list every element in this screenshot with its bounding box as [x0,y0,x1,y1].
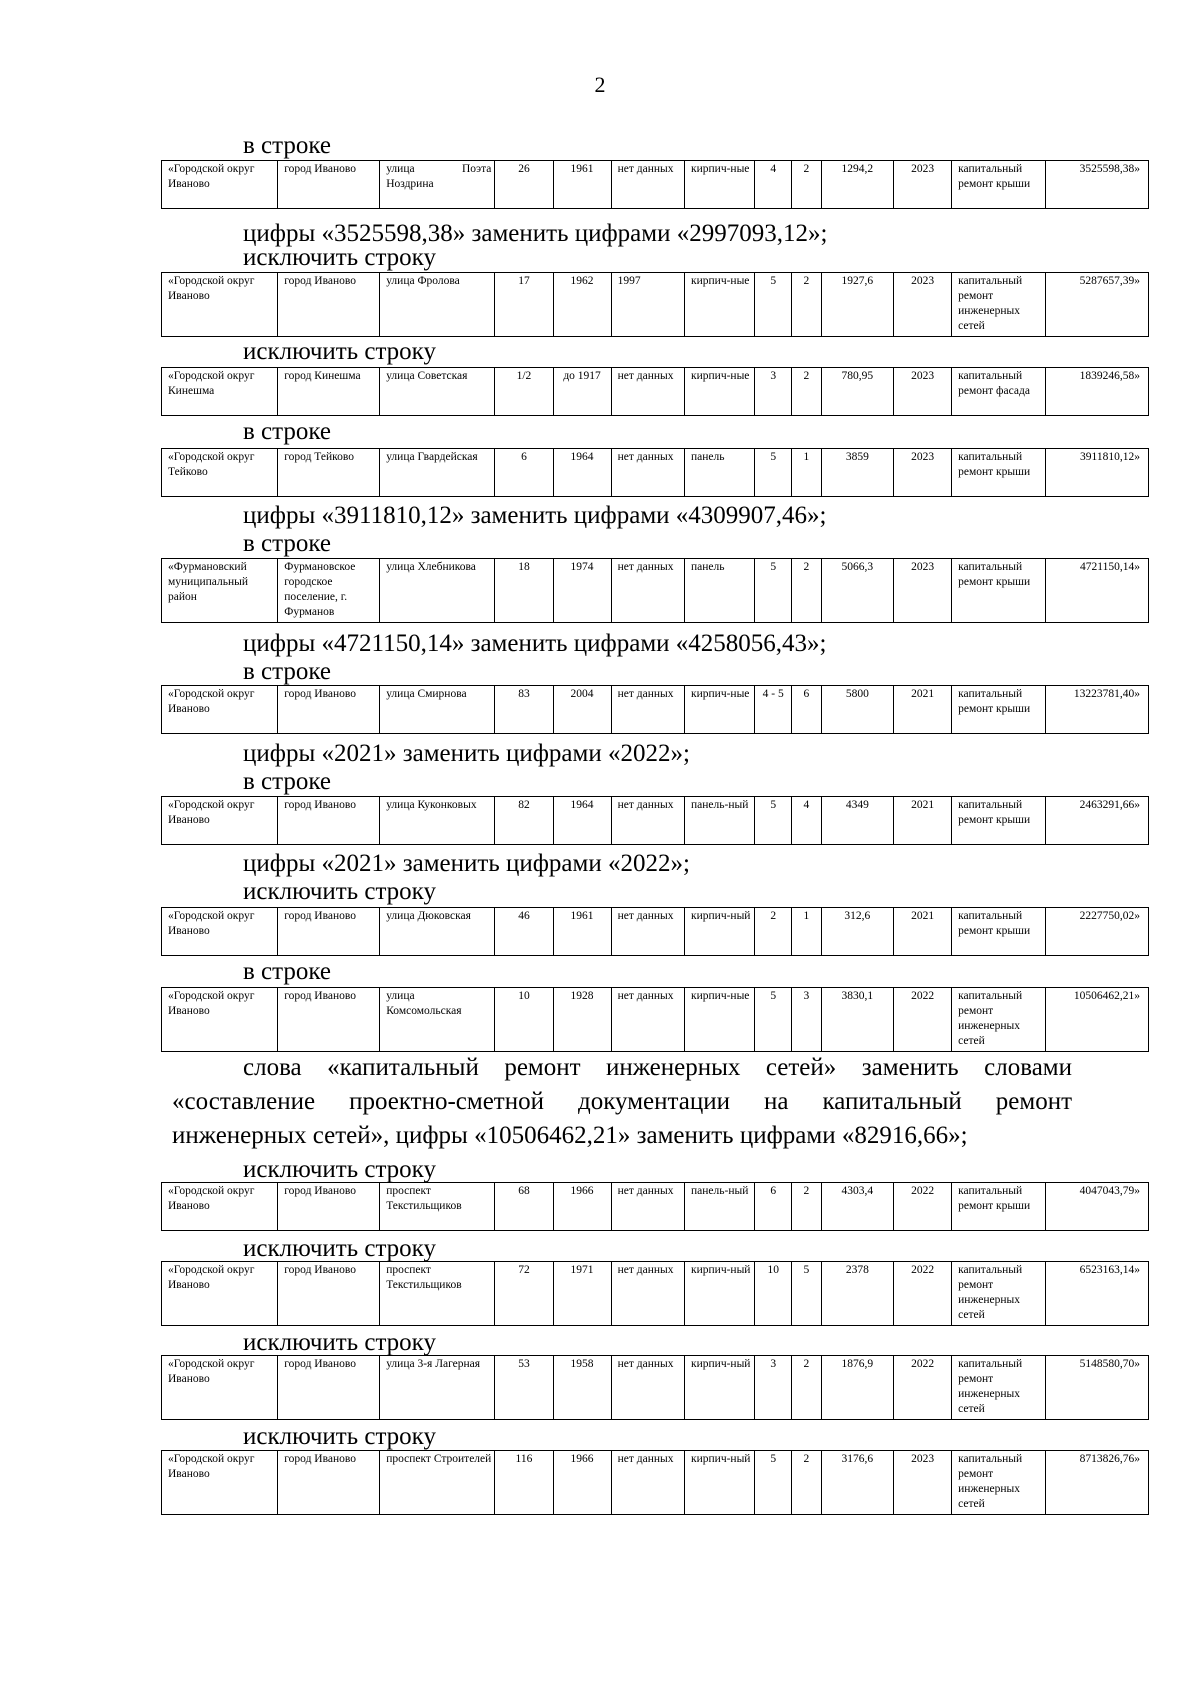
cell-floors: 2 [755,908,792,956]
cell-wall-material: кирпич-ные [685,368,755,416]
cell-area: 2378 [821,1262,893,1326]
cell-street: проспект Текстильщиков [380,1262,495,1326]
cell-year-built: 1974 [553,559,611,623]
cell-work-type: капитальный ремонт инженерных сетей [952,1356,1046,1420]
cell-house-number: 53 [495,1356,553,1420]
cell-year-planned: 2023 [894,559,952,623]
cell-year-built: 1966 [553,1183,611,1231]
cell-wall-material: кирпич-ные [685,161,755,209]
cell-street: улица Куконковых [380,797,495,845]
table-row [161,448,1149,497]
cell-house-number: 18 [495,559,553,623]
cell-floors: 10 [755,1262,792,1326]
cell-house-number: 46 [495,908,553,956]
cell-work-type: капитальный ремонт инженерных сетей [952,1451,1046,1515]
cell-area: 3176,6 [821,1451,893,1515]
cell-street: улица Дюковская [380,908,495,956]
cell-floors: 6 [755,1183,792,1231]
cell-municipality: «Городской округ Иваново [162,1356,278,1420]
cell-cost: 4047043,79» [1045,1183,1148,1231]
cell-street: улица 3-я Лагерная [380,1356,495,1420]
cell-settlement: город Кинешма [278,368,380,416]
instruction-text: исключить строку [243,1329,436,1356]
cell-wall-material: кирпич-ный [685,1451,755,1515]
instruction-text: исключить строку [243,338,436,365]
cell-municipality: «Городской округ Тейково [162,449,278,497]
cell-entrances: 3 [792,988,822,1052]
cell-year-planned: 2023 [894,449,952,497]
cell-year-renovation: нет данных [611,368,684,416]
replacement-paragraph [172,1051,1072,1153]
cell-year-planned: 2023 [894,1451,952,1515]
cell-house-number: 116 [495,1451,553,1515]
cell-street: улица Фролова [380,273,495,337]
cell-entrances: 2 [792,1356,822,1420]
cell-work-type: капитальный ремонт крыши [952,449,1046,497]
cell-year-planned: 2023 [894,161,952,209]
cell-entrances: 2 [792,161,822,209]
cell-street: улица Советская [380,368,495,416]
cell-house-number: 83 [495,686,553,734]
cell-municipality: «Городской округ Кинешма [162,368,278,416]
cell-floors: 5 [755,559,792,623]
instruction-text: исключить строку [243,244,436,271]
cell-year-planned: 2022 [894,1262,952,1326]
cell-work-type: капитальный ремонт крыши [952,797,1046,845]
cell-work-type: капитальный ремонт инженерных сетей [952,1262,1046,1326]
cell-street: улица Смирнова [380,686,495,734]
replacement-instruction: цифры «3911810,12» заменить цифрами «4309907,46»; [243,502,827,529]
cell-cost: 2227750,02» [1045,908,1148,956]
cell-year-built: 1928 [553,988,611,1052]
instruction-text: исключить строку [243,878,436,905]
cell-area: 312,6 [821,908,893,956]
cell-cost: 4721150,14» [1045,559,1148,623]
replacement-paragraph-text: слова «капитальный ремонт инженерных сетей» заменить словами «составление проектно-сметной документации на капитальный ремонт инженерных сетей», цифры «10506462,21» заменить цифрами «82916,66»; [172,1054,1072,1149]
cell-year-renovation: нет данных [611,161,684,209]
cell-house-number: 68 [495,1183,553,1231]
cell-year-built: 1966 [553,1451,611,1515]
cell-entrances: 1 [792,908,822,956]
replacement-instruction: цифры «4721150,14» заменить цифрами «4258056,43»; [243,630,827,657]
cell-municipality: «Городской округ Иваново [162,161,278,209]
cell-settlement: город Иваново [278,1356,380,1420]
cell-cost: 10506462,21» [1045,988,1148,1052]
cell-floors: 5 [755,449,792,497]
cell-entrances: 5 [792,1262,822,1326]
cell-work-type: капитальный ремонт крыши [952,686,1046,734]
cell-year-built: 2004 [553,686,611,734]
cell-municipality: «Городской округ Иваново [162,686,278,734]
instruction-text: исключить строку [243,1235,436,1262]
cell-municipality: «Фурмановский муниципальный район [162,559,278,623]
cell-entrances: 2 [792,368,822,416]
table-row [161,1450,1149,1515]
cell-floors: 4 [755,161,792,209]
cell-entrances: 4 [792,797,822,845]
cell-year-renovation: нет данных [611,686,684,734]
cell-year-built: до 1917 [553,368,611,416]
cell-municipality: «Городской округ Иваново [162,908,278,956]
cell-settlement: город Иваново [278,273,380,337]
cell-area: 1294,2 [821,161,893,209]
instruction-text: в строке [243,958,332,985]
cell-street: проспект Строителей [380,1451,495,1515]
cell-floors: 5 [755,988,792,1052]
cell-settlement: город Иваново [278,1262,380,1326]
instruction-text: в строке [243,418,332,445]
cell-work-type: капитальный ремонт крыши [952,559,1046,623]
table-row [161,272,1149,337]
instruction-text: в строке [243,658,332,685]
cell-floors: 4 - 5 [755,686,792,734]
cell-year-planned: 2022 [894,988,952,1052]
cell-year-renovation: нет данных [611,449,684,497]
cell-floors: 3 [755,368,792,416]
cell-entrances: 2 [792,1451,822,1515]
table-row [161,160,1149,209]
cell-floors: 3 [755,1356,792,1420]
cell-wall-material: панель-ный [685,797,755,845]
cell-house-number: 10 [495,988,553,1052]
cell-year-renovation: нет данных [611,797,684,845]
cell-cost: 8713826,76» [1045,1451,1148,1515]
cell-year-renovation: нет данных [611,1183,684,1231]
cell-year-renovation: нет данных [611,1451,684,1515]
table-row [161,796,1149,845]
page-number: 2 [594,72,606,97]
cell-work-type: капитальный ремонт крыши [952,908,1046,956]
cell-cost: 2463291,66» [1045,797,1148,845]
table-row [161,1182,1149,1231]
cell-settlement: Фурмановское городское поселение, г. Фурманов [278,559,380,623]
cell-work-type: капитальный ремонт инженерных сетей [952,988,1046,1052]
cell-area: 780,95 [821,368,893,416]
cell-house-number: 82 [495,797,553,845]
cell-floors: 5 [755,273,792,337]
cell-settlement: город Иваново [278,908,380,956]
cell-floors: 5 [755,797,792,845]
cell-year-renovation: 1997 [611,273,684,337]
cell-work-type: капитальный ремонт крыши [952,161,1046,209]
cell-wall-material: панель [685,449,755,497]
table-row [161,1261,1149,1326]
cell-wall-material: кирпич-ный [685,1356,755,1420]
cell-year-built: 1958 [553,1356,611,1420]
replacement-instruction: цифры «3525598,38» заменить цифрами «2997093,12»; [243,220,828,247]
table-row [161,685,1149,734]
cell-floors: 5 [755,1451,792,1515]
cell-settlement: город Иваново [278,686,380,734]
cell-year-built: 1971 [553,1262,611,1326]
cell-area: 5800 [821,686,893,734]
cell-year-planned: 2022 [894,1356,952,1420]
table-row [161,987,1149,1052]
table-row [161,558,1149,623]
replacement-instruction: цифры «2021» заменить цифрами «2022»; [243,850,690,877]
table-row [161,1355,1149,1420]
cell-settlement: город Иваново [278,988,380,1052]
cell-wall-material: кирпич-ные [685,273,755,337]
cell-area: 3830,1 [821,988,893,1052]
cell-work-type: капитальный ремонт инженерных сетей [952,273,1046,337]
instruction-text: исключить строку [243,1156,436,1183]
cell-year-renovation: нет данных [611,908,684,956]
table-row [161,907,1149,956]
cell-cost: 1839246,58» [1045,368,1148,416]
cell-area: 1927,6 [821,273,893,337]
cell-entrances: 2 [792,559,822,623]
cell-entrances: 2 [792,1183,822,1231]
cell-municipality: «Городской округ Иваново [162,1451,278,1515]
cell-settlement: город Тейково [278,449,380,497]
cell-year-planned: 2021 [894,686,952,734]
cell-settlement: город Иваново [278,1183,380,1231]
cell-year-built: 1962 [553,273,611,337]
cell-wall-material: панель [685,559,755,623]
cell-work-type: капитальный ремонт фасада [952,368,1046,416]
cell-street: улица Хлебникова [380,559,495,623]
cell-settlement: город Иваново [278,161,380,209]
cell-year-planned: 2023 [894,368,952,416]
cell-year-renovation: нет данных [611,559,684,623]
cell-year-planned: 2022 [894,1183,952,1231]
cell-street: проспект Текстильщиков [380,1183,495,1231]
instruction-text: в строке [243,530,332,557]
cell-wall-material: кирпич-ные [685,686,755,734]
cell-settlement: город Иваново [278,797,380,845]
cell-entrances: 1 [792,449,822,497]
cell-house-number: 6 [495,449,553,497]
cell-cost: 3911810,12» [1045,449,1148,497]
cell-area: 5066,3 [821,559,893,623]
cell-cost: 13223781,40» [1045,686,1148,734]
cell-municipality: «Городской округ Иваново [162,988,278,1052]
cell-year-planned: 2021 [894,797,952,845]
cell-year-renovation: нет данных [611,1356,684,1420]
cell-street: улица Поэта Ноздрина [380,161,495,209]
instruction-text: в строке [243,132,332,159]
cell-municipality: «Городской округ Иваново [162,1183,278,1231]
instruction-text: исключить строку [243,1423,436,1450]
cell-wall-material: панель-ный [685,1183,755,1231]
cell-municipality: «Городской округ Иваново [162,1262,278,1326]
cell-wall-material: кирпич-ный [685,1262,755,1326]
cell-year-built: 1961 [553,161,611,209]
cell-entrances: 2 [792,273,822,337]
cell-wall-material: кирпич-ные [685,988,755,1052]
cell-municipality: «Городской округ Иваново [162,797,278,845]
cell-cost: 3525598,38» [1045,161,1148,209]
table-row [161,367,1149,416]
cell-municipality: «Городской округ Иваново [162,273,278,337]
cell-cost: 5287657,39» [1045,273,1148,337]
cell-year-built: 1964 [553,449,611,497]
instruction-text: в строке [243,768,332,795]
cell-cost: 6523163,14» [1045,1262,1148,1326]
cell-street: улица Гвардейская [380,449,495,497]
cell-work-type: капитальный ремонт крыши [952,1183,1046,1231]
cell-area: 1876,9 [821,1356,893,1420]
cell-year-renovation: нет данных [611,1262,684,1326]
cell-year-renovation: нет данных [611,988,684,1052]
cell-year-planned: 2023 [894,273,952,337]
cell-area: 4349 [821,797,893,845]
cell-street: улица Комсомольская [380,988,495,1052]
cell-house-number: 17 [495,273,553,337]
cell-house-number: 26 [495,161,553,209]
cell-house-number: 1/2 [495,368,553,416]
cell-wall-material: кирпич-ный [685,908,755,956]
cell-area: 3859 [821,449,893,497]
cell-year-built: 1961 [553,908,611,956]
cell-house-number: 72 [495,1262,553,1326]
cell-area: 4303,4 [821,1183,893,1231]
cell-cost: 5148580,70» [1045,1356,1148,1420]
cell-settlement: город Иваново [278,1451,380,1515]
cell-entrances: 6 [792,686,822,734]
cell-year-built: 1964 [553,797,611,845]
cell-year-planned: 2021 [894,908,952,956]
replacement-instruction: цифры «2021» заменить цифрами «2022»; [243,740,690,767]
